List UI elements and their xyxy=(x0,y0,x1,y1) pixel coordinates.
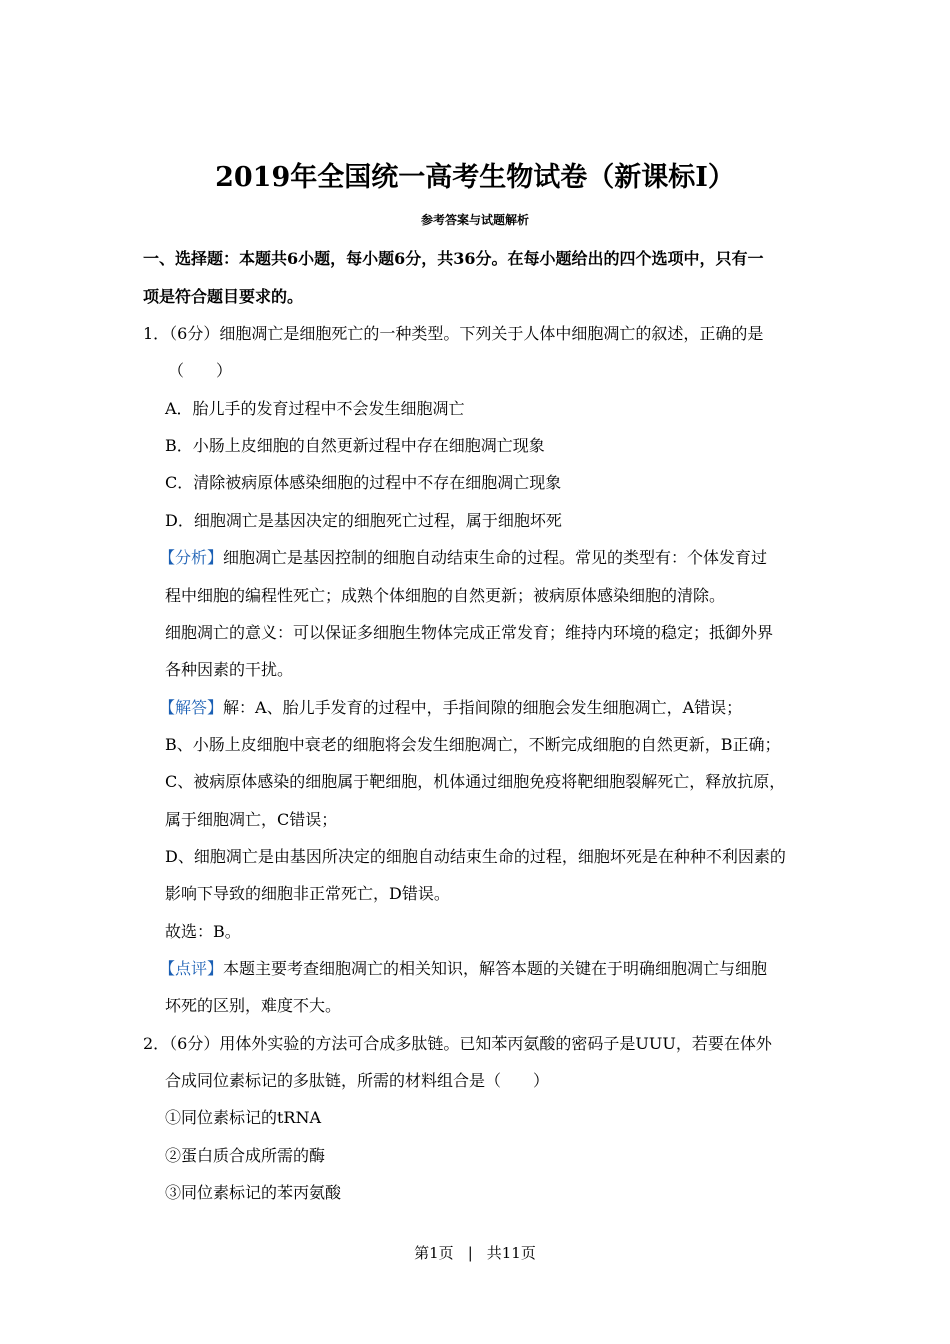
comment-line-1 xyxy=(159,957,767,981)
comment-text-1: 本题主要考查细胞凋亡的相关知识，解答本题的关键在于明确细胞凋亡与细胞 xyxy=(223,959,768,978)
page-total: 共11页 xyxy=(486,1244,536,1262)
section-heading-line-2: 项是符合题目要求的。 xyxy=(143,287,304,306)
answer-line-3: C、被病原体感染的细胞属于靶细胞，机体通过细胞免疫将靶细胞裂解死亡，释放抗原， xyxy=(165,772,786,791)
analysis-text-1: 细胞凋亡是基因控制的细胞自动结束生命的过程。常见的类型有：个体发育过 xyxy=(223,548,768,567)
answer-line-1 xyxy=(159,696,742,720)
answer-line-4: 属于细胞凋亡，C错误； xyxy=(165,810,338,829)
analysis-tag: 【分析】 xyxy=(159,548,224,567)
question-2-item-2: ②蛋白质合成所需的酶 xyxy=(165,1146,326,1165)
analysis-line-3: 细胞凋亡的意义：可以保证多细胞生物体完成正常发育；维持内环境的稳定；抵御外界 xyxy=(165,623,774,642)
question-2-stem-line-2: 合成同位素标记的多肽链，所需的材料组合是（ ） xyxy=(165,1071,550,1090)
analysis-line-2: 程中细胞的编程性死亡；成熟个体细胞的自然更新；被病原体感染细胞的清除。 xyxy=(165,586,726,605)
question-1-stem-line-2: （ ） xyxy=(168,361,233,380)
answer-line-6: 影响下导致的细胞非正常死亡，D错误。 xyxy=(165,884,450,903)
comment-line-2: 坏死的区别，难度不大。 xyxy=(165,996,342,1015)
section-heading-line-1: 一、选择题：本题共6小题，每小题6分，共36分。在每小题给出的四个选项中，只有一 xyxy=(143,249,764,268)
answer-tag: 【解答】 xyxy=(159,698,224,717)
answer-text-1: 解：A、胎儿手发育的过程中，手指间隙的细胞会发生细胞凋亡，A错误； xyxy=(223,698,743,717)
question-2-item-3: ③同位素标记的苯丙氨酸 xyxy=(165,1183,342,1202)
page-subtitle: 参考答案与试题解析 xyxy=(420,213,529,227)
question-1-option-c: C．清除被病原体感染细胞的过程中不存在细胞凋亡现象 xyxy=(165,473,562,492)
question-2-stem-line-1: 2．（6分）用体外实验的方法可合成多肽链。已知苯丙氨酸的密码子是UUU，若要在体外 xyxy=(143,1034,772,1053)
page-title: 2019年全国统一高考生物试卷（新课标Ⅰ） xyxy=(215,162,735,193)
comment-tag: 【点评】 xyxy=(159,959,224,978)
question-2-item-1: ①同位素标记的tRNA xyxy=(165,1108,322,1127)
question-1-option-a: A．胎儿手的发育过程中不会发生细胞凋亡 xyxy=(165,399,465,418)
footer-separator: | xyxy=(467,1244,473,1262)
page-number: 第1页 xyxy=(414,1244,454,1262)
question-1-stem-line-1: 1．（6分）细胞凋亡是细胞死亡的一种类型。下列关于人体中细胞凋亡的叙述，正确的是 xyxy=(143,324,764,343)
page-footer xyxy=(0,1242,950,1264)
analysis-line-1 xyxy=(159,546,767,570)
answer-line-5: D、细胞凋亡是由基因所决定的细胞自动结束生命的过程，细胞坏死是在种种不利因素的 xyxy=(165,847,786,866)
question-1-option-b: B．小肠上皮细胞的自然更新过程中存在细胞凋亡现象 xyxy=(165,436,545,455)
answer-line-2: B、小肠上皮细胞中衰老的细胞将会发生细胞凋亡，不断完成细胞的自然更新，B正确； xyxy=(165,735,781,754)
question-1-option-d: D．细胞凋亡是基因决定的细胞死亡过程，属于细胞坏死 xyxy=(165,511,562,530)
answer-choice: 故选：B。 xyxy=(165,922,241,941)
analysis-line-4: 各种因素的干扰。 xyxy=(165,660,294,679)
